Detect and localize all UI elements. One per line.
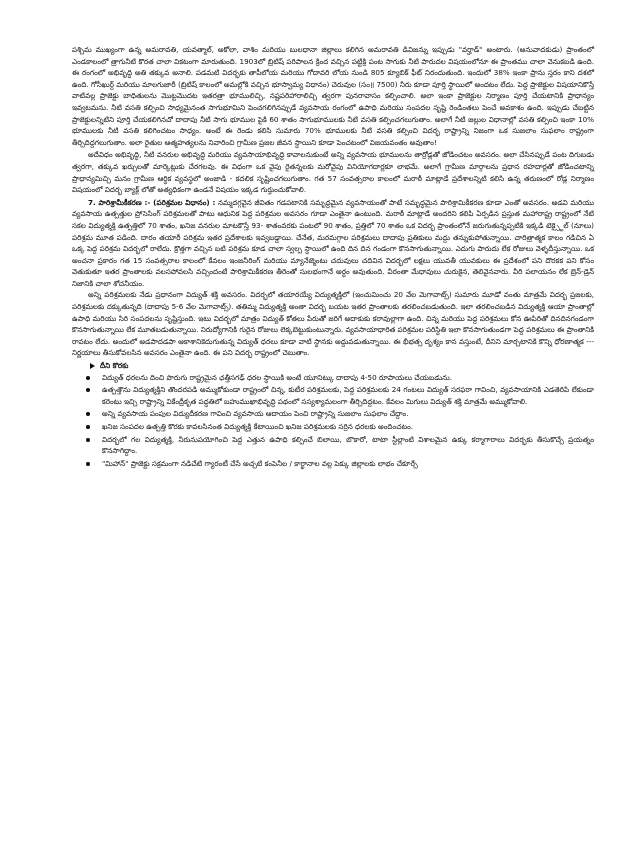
- list-item-text: "మిహాన్" ప్రాజెక్టు సక్రమంగా నడిచేటి గ్యారంటీ చేసే అచ్చటి కంపెనీల / కార్ఖానాల వల్ల పెక్కు జిల్లాలకు లాభం చేకూర్చే: [102, 458, 418, 468]
- bullet-dot-icon: [86, 425, 90, 429]
- paragraph-roads: అదేవిధం అభివృద్ధి, నీటి వనరుల అభివృద్ధి మరియు వ్యవసాయాభివృద్ధి కావాలనుకుంటే అన్ని వ్యవసాయ భూములను తార్రోడ్లతో జోడించటం అవసరం. అలా చేసినప్పుడే పంట దిగుబడు త్వరగా, తక్కువ ఖర్చులతో మార్కెట్లుకు చేరగలవు. ఈ విధంగా ఒక వైపు రైతన్నలకు మరోవైపు వినియోగదార్లకూ లాభమే. అలాగే గ్రామీణ మార్గాలను ప్రధాన రహదార్లతో జోడించటాన్ని ప్రాధాన్యమిచ్చి మనం గ్రామీణ ఆర్థిక వ్యవస్థలో అంజాడి - కదలిక సృష్టించగలుగుతాం. గత 57 సంవత్సరాల కాలంలో మరాఠీ మాట్లాడే ప్రదేశాలన్నిటి కలిసి ఉన్న తరుణంలో రోడ్ల నిర్మాణం విషయంలో విదర్భ బ్యాక్గ్ లోతో అత్యధికంగా ఉండనే విషయం ఇక్కడ గుర్తుంచుకోవాలి.: [72, 150, 594, 195]
- list-item: [72, 421, 594, 433]
- bullet-dot-icon: [86, 438, 90, 442]
- list-item-text: విదర్భలో గల విద్యుత్శక్తి, నీరునుపయోగించి పెద్ద ఎత్తున ఉపాధి కల్పించే బిలాయి, బొకారో, టాటా స్టీల్లాంటి విశాలమైన ఉక్కు కర్మాగారాలు విదర్భకు తీసుకొచ్చే ప్రయత్నం కొనసాగిద్దాం.: [102, 434, 594, 456]
- list-item: [72, 434, 594, 457]
- section-7-body: నమ్మదగ్గవైన జీవితం గడపటానికి సమృద్ధమైన వ్యవసాయంతో పాటే సమృద్ధమైన పారిశ్రామికీకరణ కూడా ఎంతో అవసరం. అడవి మరియు వ్యవసాయ ఉత్పత్తుల ప్రోసెసింగ్ పరిశ్రమలతో పాటు ఆధునిక పెద్ద పరిశ్రమల అవసరం గూడా ఎంతైనా ఉంటుంది. మరాఠీ మాట్లాడే అందరిని కలిపి ఏర్పడిన ప్రస్తుత మహారాష్ట్ర రాష్ట్రంలో నేటి సకల విద్యుత్శక్తి ఉత్పత్తిలో 70 శాతం, ఖనిజ వనరుల మాటకొస్తే 93- శాతంవరకు పంటలో 90 శాతం, ప్రత్తిలో 70 శాతం ఒక విదర్భ ప్రాంతంలోనే జరుగుతున్నప్పటికి ఇక్కడి టెక్స్టైల్ (నూలు) పరిశ్రమ మూత పడింది. దారం తయారీ పరిశ్రమ ఇతర ప్రదేశాలకు ఇవ్వబడ్డాయి. చేనేత, మరమగ్గాల పరిశ్రమలు దాదాపు ప్రతికులు మద్దు తన్నుకుపోతున్నాయి. చారిత్రాత్మక కాలం గడిచిన ఏ ఒక్క పెద్ద పరిశ్రమ విదర్భలో రాలేదు. క్రొత్తగా వచ్చిన బటి పరిశ్రమ కూడ చాలా స్వల్ప స్థాయిలో ఉంది దిన దిన గండంగా కొనసాగుతున్నాయి. ఎదుగు పారుదు లేక రోజులు వెళ్ళదీస్తున్నాయి. ఒక అంచనా ప్రకారం గత 15 సంవత్సరాల కాలంలో కేవలం ఇంజనీరింగ్ మరియు మ్యానేజ్మెంటు చదువులు చదివిన విదర్భలో లక్షలు యువతీ యువకులు ఈ ప్రదేశంలో పని దొరకక పని కోసం వెతుకుతూ ఇతర ప్రాంతాలకు వలసపోవలసి వచ్చిందంటే పారిశ్రామికీకరణ తీరెంతో సులభంగానే అర్థం అవుతుంది. వీరంతా మేధావులు చురుకైన, తెలివైనవారు. వీరి పలాయనం లేక బ్రెన్-డ్రెన్ నిజానికి చాలా శోచనీయం.: [72, 197, 594, 288]
- bullet-dot-icon: [86, 412, 90, 416]
- subhead-for-this: [90, 360, 594, 372]
- paragraph-power: అన్ని పరిశ్రమలకు నేడు ప్రధానంగా విద్యుత్ శక్తి అవసరం. విదర్భలో తయారయ్యే విద్యుత్శక్తిలో (ఇంచుమించు 20 వేల మెగావాట్స్) సుమారు మూడో వంతు మాత్రమే విదర్భ ప్రజలకు, పరిశ్రమలకు దక్కుతున్నది (దాదాపు 5-6 వేల మెగావాట్స్). తతిమ్మ విద్యుత్శక్తి అంతా విదర్భ బయట ఇతర ప్రాంతాలకు తరలించబడుతుంది. ఇలా తరలించబడిన విద్యుత్శక్తి ఆయా ప్రాంతాల్లో ఉపాధి మరియు సిరి సంపదలను సృష్టిస్తుంది. ఇటు విదర్భలో మాత్రం విద్యుత్ కోతలు పేరుతో జరిగే అదాకుకు కరావుల్లాగా ఉంది. చిన్న మరియు పెద్ద పరిశ్రమలు కోన ఊపిరితో దినదినగండంగా కొనసాగుతున్నాయి లేక మూతబడుతున్నాయి. నిరుద్యోగానికి గురైన రోజులు లెక్కబెట్టుకుంటున్నారు. వ్యవసాయాధారిత పరిశ్రమల పరిస్థితి ఇలా కొనసాగుతుండగా పెద్ద పరిశ్రమలు ఈ ప్రాంతానికి రావటం లేదు. అందులో అడపాదడపా ఆకాశానికెదుగుతున్న విద్యుత్ ధరలు కూడా వాటి స్థానకు అద్దువడుతున్నాయి. ఈ భీభత్స దృశ్యం కాన వస్తుంటే, దీనిని మార్చటానికి కొన్ని ధోరణాత్మక --- నిర్ణయాలు తీసుకోవలసిన అవసరం ఎంతైనా ఉంది. ఈ పని విదర్భ రాష్ట్రంలో చెబుతాం.: [72, 290, 594, 358]
- list-item: [72, 372, 594, 384]
- bullet-dot-icon: [86, 462, 90, 466]
- list-item-text: అన్ని వ్యవసాయ పంపుల విద్యుదీకరణ గావించి వ్యవసాయ ఆదాయం పెంచి రాష్ట్రాన్ని సుజలాం సుఫలాం చేద్దాం.: [102, 409, 409, 419]
- list-item-text: ఖనిజ సంపదల ఉత్పత్తి కొరకు కావలసినంత విద్యుత్శక్తి కేటాయించి ఖనిజ పరిశ్రమలకు సర్రిన ధరలకు అందించటం.: [102, 422, 414, 431]
- list-item-text: విద్యుత్ ధరలను దించి పొరుగు రాష్ట్రమైన ఛత్తీసగఢ్ ధరల స్థాయికి అంటే యూనిట్కు దాదాపు 4-50 రూపాయలు చేయబడును.: [102, 372, 453, 382]
- arrow-bullet-icon: [90, 363, 95, 369]
- paragraph-irrigation: పశ్చిమ ముఖ్యంగా ఉన్న అమరావతి, యవత్మాల్, అకోలా, వాశిం మరియు బులధానా జిల్లాలు కలిగిన అమరావతి డివిజన్ను ఇప్పుడు "వర్హాడ్" అంటారు. (అనువాదకుడు) ప్రాంతంలో ఎండకాలంలో త్రాగునీటి కొరత చాలా వికటంగా మారుతుంది. 1903లో బ్రిటిష్ పరిపాలన క్రింద వచ్చిన పట్టిక్రి పంట సాగుకు నీటి పారుదల విషయంలోనూ ఈ ప్రాంతము చాలా వెనుకబడి ఉంది. ఈ రంగంలో అభివృద్ధి అతి తక్కువ అనాలి. పడమటి విదర్భకు తాపీలోయ మరియు గోదావరి లోయ నుండి 805 క్యూబిక్ ఫీట్ నిరందుతుంది. ఇందులో 38% ఇంకా ప్రాను స్తరం కాని దశలో ఉంది. గోసీఖుర్ద్ మరియు మాలగుజారీ (బ్రిటిష్ కాలంలో అమల్లోకి వచ్చిన భూస్వామ్య విధానం) చెరువుల (సం॥ 7500) నీరు కూడా పూర్తి స్థాయిలో అందటం లేదు. పెద్ద ప్రాజెక్టుల విషయానికొస్తే వాటివల్ల ప్రాజెక్టు బాధితులను మొట్టమొదట ఇతరత్రా భూములిచ్చి, నష్టపరిహారాలిచ్చి త్వరగా పునరావాసం కల్పించాలి. అలా ఇంకా ప్రాజెక్టుల నిర్మాణం పూర్తి చేయటానికి ప్రాధాన్యం ఇవ్వటమను. నీటి వసతి కల్పించి సాధ్యమైనంత సాగుభూమిని పెంచగలిగినప్పుడే వ్యవసాయ రంగంలో ఉపాధి మరియు సంపదల సృష్టి రెండింతలు పెంచే అవకాశం ఉంది. ఇప్పుడు చేబట్టిన ప్రాజెక్టులన్నిటిని పూర్తి చేయకలిగినచో దాదాపు నీటి సాగు భూముల పైకి 60 శాతం సాగుభూములకు నీటి వసతి కల్పించగలుగుతాం. అలాగే నీటి జల్లుల విధానాల్లో వసతి కల్పించి ఇంకా 10% భూములకు నీటి వసతి కలిగించటం సాధ్యం. అంటే ఈ రెండు కలిసి సుమారు 70% భూములకు నీటి వసతి కల్పించి విదర్భ రాష్ట్రాన్ని నిజంగా ఒక సుజలాం సుఫలాం రాష్ట్రంగా తీర్చిదిద్దగలుగుతాం. అలా రైతుల ఆత్మహత్యలను నివారించి గ్రామీణ ప్రజల జీవన స్థాయిని కూడా పెంచటంలో విజయవంతం అవుతాం!: [72, 45, 594, 147]
- bullet-dot-icon: [86, 376, 90, 380]
- bullet-dot-icon: [86, 388, 90, 392]
- section-7-title: 7. పారిశ్రామీకీకరణ :- (పరిశ్రమల విధానం) :: [88, 197, 216, 207]
- section-industrialization: [72, 197, 594, 290]
- list-item: [72, 408, 594, 420]
- list-item-text: ఉత్పత్తౌను విద్యుత్శక్తిని తొందరపడి అమ్ముకోకుండా రాష్ట్రంలో చిన్న, కుటీర పరిశ్రమలకు, పెద్ద పరిశ్రమలకు 24 గంటలు విద్యుత్ సరఫరా గావించి, వ్యవసాయానికి ఎడతెరిపి లేకుండా కరెంటు ఇచ్చి రాష్ట్రాన్ని వికేంద్రీకృత పద్ధతిలో బహుముఖాభివృద్ధి పథంలో సస్యశ్యామలంగా తీర్చిదిద్దటం. కేవలం మిగులు విద్యుత్ శక్తి మాత్రమే అమ్ముకోవాలి.: [102, 385, 594, 406]
- subhead-label: దీని కొరకు: [100, 361, 129, 371]
- list-item: [72, 458, 594, 470]
- action-bullet-list: [72, 372, 594, 470]
- list-item: [72, 384, 594, 407]
